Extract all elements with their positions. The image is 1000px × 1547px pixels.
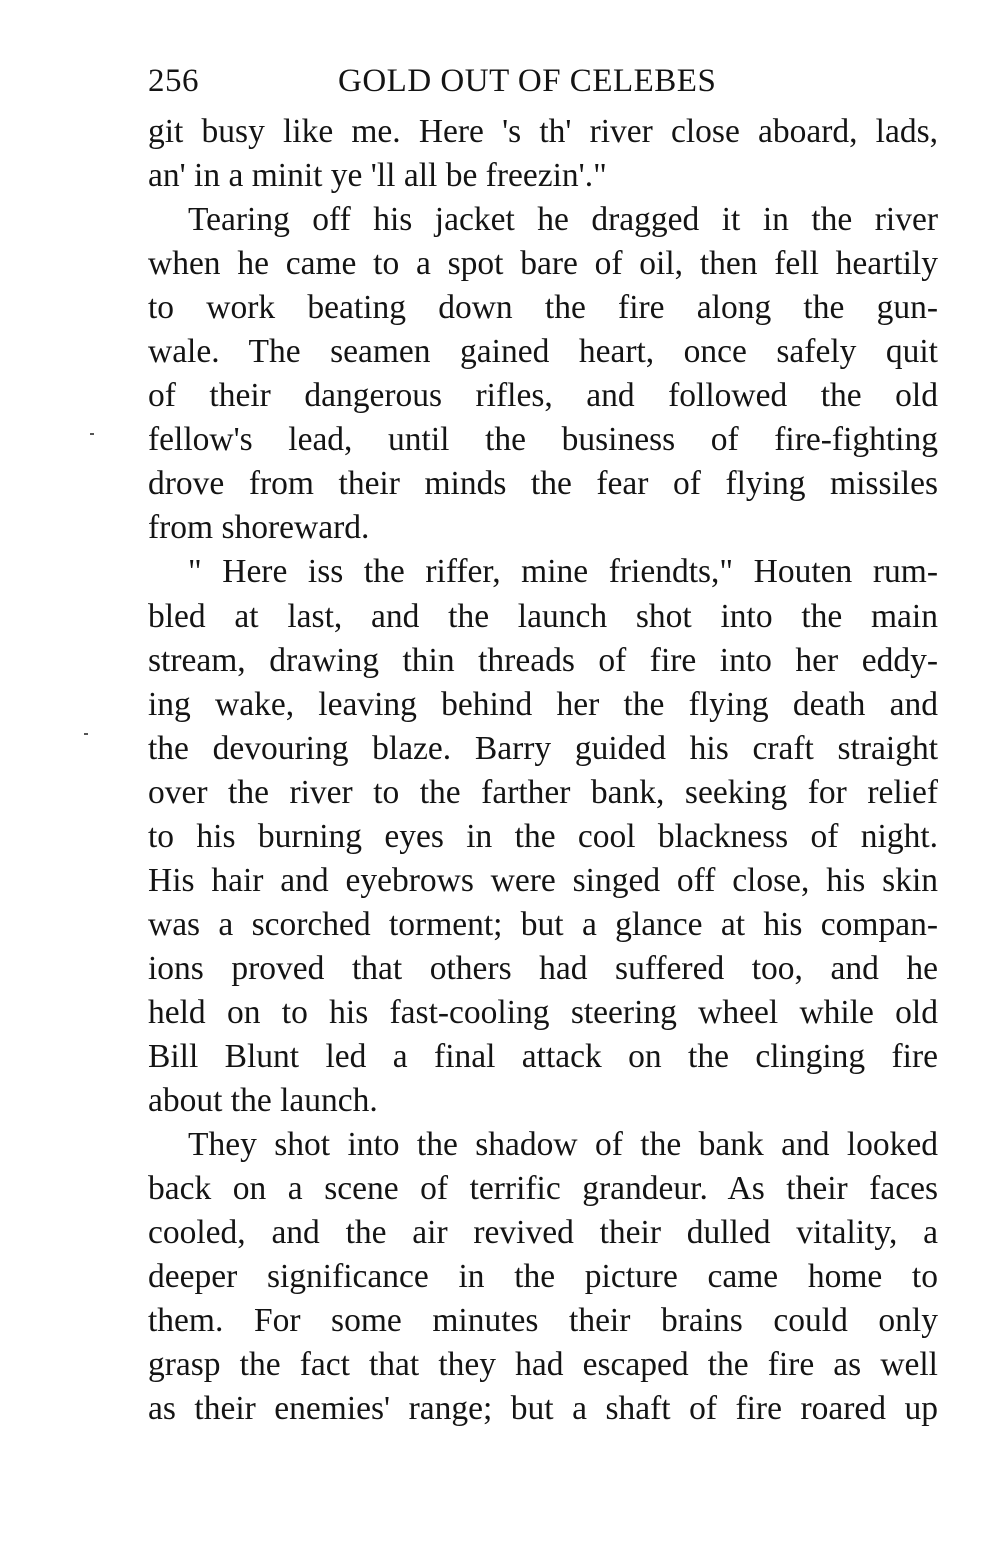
text-line: from shoreward. [148,509,370,547]
body-text [148,110,938,1431]
text-line: to his burning eyes in the cool blackness of night. [148,817,938,855]
running-title: GOLD OUT OF CELEBES [338,63,717,99]
text-line: was a scorched torment; but a glance at his compan- [148,905,938,943]
book-page [148,58,938,1431]
text-line: His hair and eyebrows were singed off close, his skin [148,861,938,899]
text-line: Bill Blunt led a final attack on the clinging fire [148,1037,938,1075]
scan-mark [84,733,88,735]
text-line: deeper significance in the picture came home to [148,1258,938,1296]
text-line: as their enemies' range; but a shaft of fire roared up [148,1390,938,1428]
text-line: an' in a minit ye 'll all be freezin'." [148,157,607,195]
text-line: when he came to a spot bare of oil, then fell heartily [148,245,938,283]
text-line: Tearing off his jacket he dragged it in the river [188,201,938,239]
text-line: over the river to the farther bank, seeking for relief [148,773,938,811]
text-line: of their dangerous rifles, and followed the old [148,377,938,415]
text-line: about the launch. [148,1082,378,1120]
page-number: 256 [148,63,199,99]
text-line: cooled, and the air revived their dulled vitality, a [148,1214,938,1252]
text-line: ions proved that others had suffered too, and he [148,949,938,987]
text-line: fellow's lead, until the business of fire-fighting [148,421,938,459]
scan-mark [90,433,94,435]
text-line: stream, drawing thin threads of fire into her eddy- [148,641,938,679]
text-line: They shot into the shadow of the bank and looked [188,1126,938,1164]
text-line: wale. The seamen gained heart, once safely quit [148,333,938,371]
text-line: ing wake, leaving behind her the flying death and [148,685,938,723]
text-line: to work beating down the fire along the gun- [148,289,938,327]
text-line: back on a scene of terrific grandeur. As their faces [148,1170,938,1208]
text-line: them. For some minutes their brains could only [148,1302,938,1340]
text-line: bled at last, and the launch shot into the main [148,597,938,635]
running-head [148,58,938,104]
text-line: grasp the fact that they had escaped the fire as well [148,1346,938,1384]
text-line: " Here iss the riffer, mine friendts," Houten rum- [188,553,938,591]
text-line: git busy like me. Here 's th' river close aboard, lads, [148,113,938,150]
text-line: drove from their minds the fear of flying missiles [148,465,938,503]
text-line: the devouring blaze. Barry guided his craft straight [148,729,938,767]
text-line: held on to his fast-cooling steering wheel while old [148,993,938,1031]
